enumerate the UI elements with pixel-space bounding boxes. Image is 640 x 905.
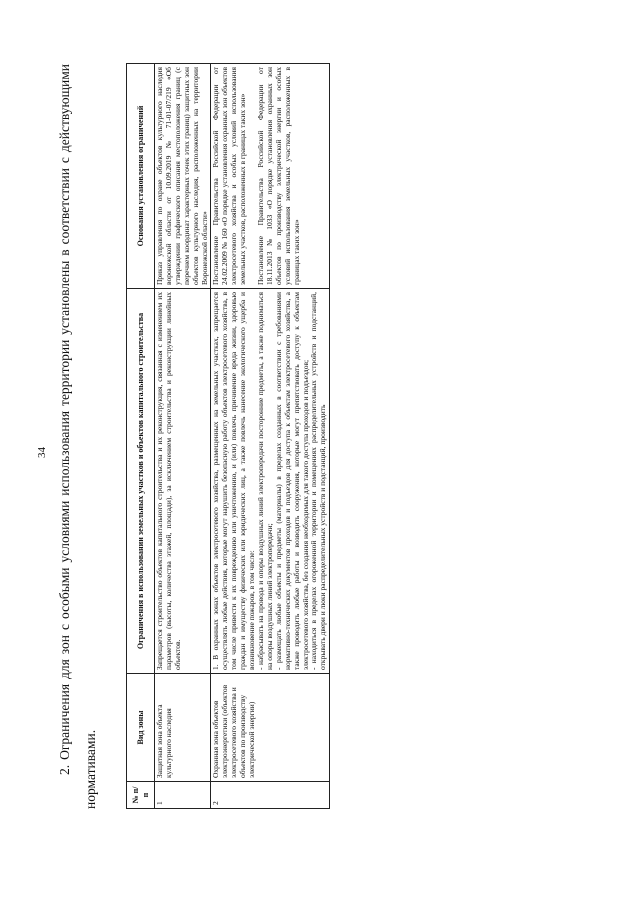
row-number: 1 (155, 782, 211, 809)
header-restrictions: Ограничения в использовании земельных участков и объектов капитального строительства (127, 289, 155, 674)
row-number: 2 (211, 782, 330, 809)
basis-text: Постановление Правительства Российской Федерации от 24.02.2009 № 160 «О порядке установления охранных зон объектов электросетевого хозяйства и особых условий использования земельных участков, расположенных в границах таких зон» (211, 67, 248, 285)
section-heading (52, 64, 104, 809)
basis-text: Постановление Правительства Российской Федерации от 18.11.2013 № 1033 «О порядке установления охранных зон объектов по производству электрической энергии и особых условий использования земельных участков, расположенных в границах таких зон» (256, 67, 301, 285)
page-number: 34 (36, 447, 48, 458)
zone-type: Защитная зона объекта культурного наследия (155, 674, 211, 782)
table-header-row (127, 64, 155, 809)
restrictions-text: Запрещается строительство объектов капитального строительства и их реконструкция, связанная с изменением их параметров (высоты, количества этажей, площади), за исключением строительства и реконструкции линейных объектов. (155, 289, 211, 674)
zone-type: Охранная зона объектов электроэнергетики (объектов электросетевого хозяйства и объектов по производству электрической энергии) (211, 674, 330, 782)
header-zone-type: Вид зоны (127, 674, 155, 782)
table-row (211, 64, 330, 809)
restrictions-paragraph: 1. В охранных зонах объектов электросетевого хозяйства, размещенных на земельных участках, запрещается осуществлять любые действия, которые могут нарушить безопасную работу объектов электросетевого хозяйства, в том числе привести к их повреждению или уничтожению, и (или) повлечь причинение вреда жизни, здоровью граждан и имуществу физических или юридических лиц, а также повлечь нанесение экологического ущерба и возникновение пожаров, в том числе: (211, 292, 257, 670)
basis-cell (211, 64, 330, 289)
basis-text: Приказ управления по охране объектов культурного наследия воронежской области от 10.09.2019 № 71-01-07/219 «Об утверждении графического описания местоположения границ (с перечнем координат характерных точек этих границ) защитных зон объектов культурного наследия, расположенных на территории Воронежской области» (155, 64, 211, 289)
restrictions-cell (211, 289, 330, 674)
restrictions-list-item: - набрасывать на провода и опоры воздушных линий электропередачи посторонние предметы, а также подниматься на опоры воздушных линий электропередачи; (255, 292, 274, 670)
restrictions-table (126, 63, 330, 809)
restrictions-list-item: - размещать любые объекты и предметы (материалы) в пределах созданных в соответствии с требованиями нормативно-технических документов проходов и подъездов для доступа к объектам электросетевого хозяйства, а также проводить любые работы и возводить сооружения, которые могут препятствовать доступу к объектам электросетевого хозяйства, без создания необходимых для такого доступа проходов и подъездов; (273, 292, 310, 670)
table-row (155, 64, 211, 809)
header-number: № п/п (127, 782, 155, 809)
section-heading-text: 2. Ограничения для зон с особыми условиями использования территории установлены в соответствии с действующими нормативами. (57, 64, 98, 809)
header-basis: Основания установления ограничений (127, 64, 155, 289)
restrictions-list-item: - находиться в пределах огороженной территории и помещениях распределительных устройств и подстанций, открывать двери и люки распределительных устройств и подстанций, производить (309, 292, 328, 670)
